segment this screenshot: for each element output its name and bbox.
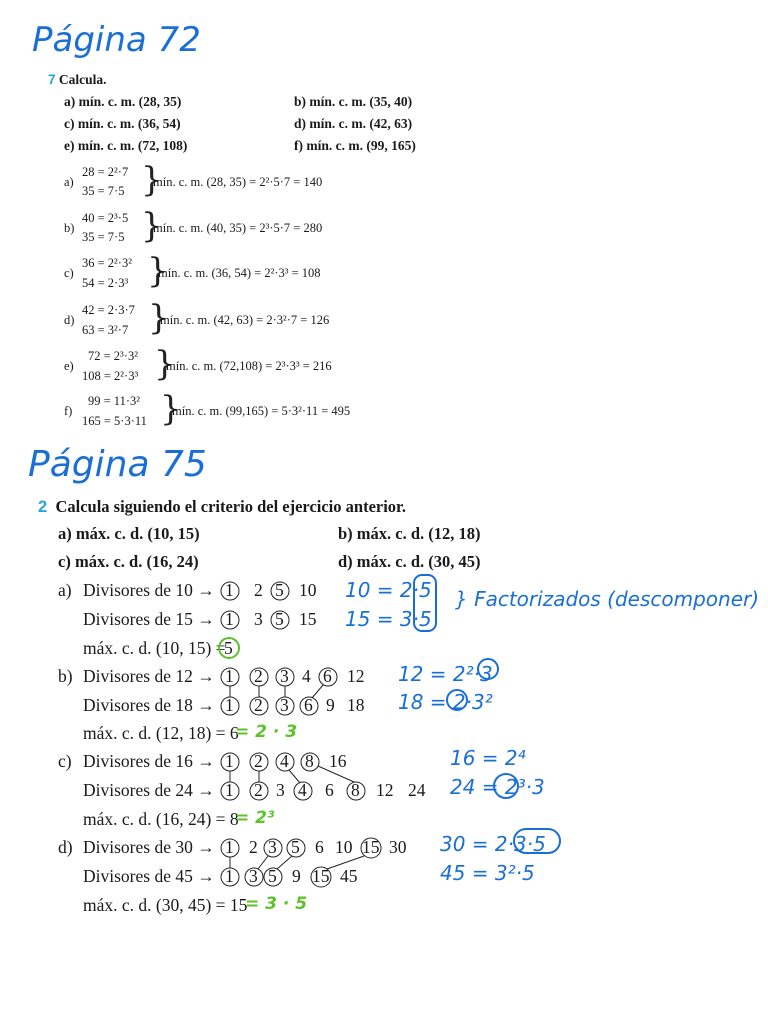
solution-label: f) [64,404,73,418]
exercise-title: Calcula. [58,72,107,87]
brace: } [141,206,163,246]
divisors-18-label: Divisores de 18 → [83,695,215,715]
solution-result: mín. c. m. (42, 63) = 2·3²·7 = 126 [160,313,330,327]
div-30-15: 15 [362,837,380,857]
divisors-15-label: Divisores de 15 → [83,609,215,629]
circle-12-1 [221,668,239,686]
ex7-item-e: e) mín. c. m. (72, 108) [64,138,188,153]
gcd-12-18-result: máx. c. d. (12, 18) = 6 [83,723,239,743]
div-16-1: 1 [225,751,234,771]
gcd-30-45-factorized: = 3 · 5 [245,894,308,914]
page-heading-72: Página 72 [32,20,201,60]
ex7-item-a: a) mín. c. m. (28, 35) [64,94,182,109]
ex7-item-f: f) mín. c. m. (99, 165) [294,138,416,153]
divisors-12-label: Divisores de 12 → [83,666,215,686]
div-30-10: 10 [335,837,353,857]
div-45-9: 9 [292,866,301,886]
solution-label: d) [64,313,75,327]
circle-18-2 [250,697,268,715]
circle-45-15 [311,867,331,887]
brace: } [154,344,176,384]
div-24-8: 8 [351,780,360,800]
exercise-title: Calcula siguiendo el criterio del ejercicio anterior. [55,497,406,516]
exercise-number: 2 [38,498,48,516]
solution-line1: 42 = 2·3·7 [82,303,135,317]
circle-10-5 [271,582,289,600]
div-12-1: 1 [225,666,234,686]
hand-factor-24: 24 = 2³·3 [450,775,545,799]
solution-result: mín. c. m. (40, 35) = 2³·5·7 = 280 [153,221,323,235]
solution-line2: 108 = 2²·3³ [82,369,139,383]
div-16-16: 16 [329,751,347,771]
div-18-3: 3 [280,695,289,715]
div-15-3: 3 [254,609,263,629]
hand-factor-10: 10 = 2·5 [345,578,432,602]
div-12-3: 3 [280,666,289,686]
blue-circle-3-12 [478,659,498,679]
div-30-5: 5 [291,837,300,857]
circle-12-3 [276,668,294,686]
circle-18-6 [300,697,318,715]
div-10-2: 2 [254,580,263,600]
gcd-16-24-result: máx. c. d. (16, 24) = 8 [83,809,239,829]
div-15-15: 15 [299,609,317,629]
div-10-10: 10 [299,580,317,600]
circle-16-4 [276,753,294,771]
solution-line1: 40 = 2³·5 [82,211,129,225]
div-45-15: 15 [312,866,330,886]
circle-24-8 [347,782,365,800]
blue-box-5 [414,575,436,631]
div-12-4: 4 [302,666,311,686]
div-24-1: 1 [225,780,234,800]
div-30-6: 6 [315,837,324,857]
brace: } [147,251,169,291]
brace: } [160,389,182,429]
divisors-16-label: Divisores de 16 → [83,751,215,771]
blue-circle-2-18 [447,690,467,710]
circle-30-15 [361,838,381,858]
blue-circle-2cubed-24 [494,774,518,798]
div-24-12: 12 [376,780,394,800]
divisors-30-label: Divisores de 30 → [83,837,215,857]
solution-line2: 35 = 7·5 [82,230,125,244]
circle-30-3 [264,839,282,857]
div-18-2: 2 [254,695,263,715]
circle-24-1 [221,782,239,800]
div-45-5: 5 [268,866,277,886]
solution-result: mín. c. m. (99,165) = 5·3²·11 = 495 [172,404,351,418]
hand-factor-30: 30 = 2·3·5 [440,832,546,856]
div-16-2: 2 [254,751,263,771]
circle-16-1 [221,753,239,771]
divisors-10-label: Divisores de 10 → [83,580,215,600]
circle-45-3 [245,868,263,886]
div-30-2: 2 [249,837,258,857]
div-18-18: 18 [347,695,365,715]
gcd-30-45-result: máx. c. d. (30, 45) = 15 [83,895,248,915]
solution-line2: 63 = 3²·7 [82,323,129,337]
gcd-16-24-factorized: = 2³ [235,808,275,828]
circle-18-3 [276,697,294,715]
divisors-24-label: Divisores de 24 → [83,780,215,800]
ex2-item-a: a) máx. c. d. (10, 15) [58,524,200,543]
div-24-2: 2 [254,780,263,800]
circle-16-2 [250,753,268,771]
div-12-6: 6 [323,666,332,686]
hand-factor-45: 45 = 3²·5 [440,861,535,885]
div-18-9: 9 [326,695,335,715]
div-30-30: 30 [389,837,407,857]
circle-30-1 [221,839,239,857]
circle-15-1 [221,611,239,629]
ex7-item-b: b) mín. c. m. (35, 40) [294,94,413,109]
div-12-2: 2 [254,666,263,686]
circle-18-1 [221,697,239,715]
ex2-b-label: b) [58,666,73,686]
ex7-item-c: c) mín. c. m. (36, 54) [64,116,181,131]
div-10-1: 1 [225,580,234,600]
div-24-3: 3 [276,780,285,800]
hand-factor-12: 12 = 2²·3 [398,662,493,686]
solution-label: b) [64,221,75,235]
solution-line1: 99 = 11·3² [88,394,140,408]
gcd-10-15-result: máx. c. d. (10, 15) = [83,638,226,658]
circle-45-5 [264,868,282,886]
circle-12-6 [319,668,337,686]
solution-label: c) [64,266,74,280]
circle-10-1 [221,582,239,600]
exercise-number: 7 [48,72,56,87]
div-16-8: 8 [305,751,314,771]
solution-line2: 165 = 5·3·11 [82,414,147,428]
green-circle-gcd-5 [219,638,239,658]
div-16-4: 4 [280,751,289,771]
solution-line2: 35 = 7·5 [82,184,125,198]
hand-factor-18: 18 = 2·3² [398,690,493,714]
div-24-6: 6 [325,780,334,800]
circle-30-5 [287,839,305,857]
ex2-a-label: a) [58,580,72,600]
solution-label: a) [64,175,74,189]
div-30-1: 1 [225,837,234,857]
brace: } [148,298,170,338]
ex2-c-label: c) [58,751,72,771]
div-12-12: 12 [347,666,365,686]
circle-45-1 [221,868,239,886]
circle-24-2 [250,782,268,800]
div-45-3: 3 [249,866,258,886]
solution-result: mín. c. m. (28, 35) = 2²·5·7 = 140 [153,175,323,189]
circle-12-2 [250,668,268,686]
div-15-5: 5 [275,609,284,629]
brace: } [141,160,163,200]
gcd-12-18-factorized: = 2 · 3 [235,722,298,742]
div-45-45: 45 [340,866,358,886]
solution-line1: 28 = 2²·7 [82,165,129,179]
gcd-10-15-answer: 5 [224,638,233,658]
ex7-item-d: d) mín. c. m. (42, 63) [294,116,413,131]
ex2-d-label: d) [58,837,73,857]
ex2-item-d: d) máx. c. d. (30, 45) [338,552,481,571]
solution-line2: 54 = 2·3³ [82,276,129,290]
div-30-3: 3 [268,837,277,857]
circle-16-8 [301,753,319,771]
circle-15-5 [271,611,289,629]
hand-factor-16: 16 = 2⁴ [450,746,526,770]
div-24-4: 4 [298,780,307,800]
ex2-item-b: b) máx. c. d. (12, 18) [338,524,481,543]
solution-result: mín. c. m. (36, 54) = 2²·3³ = 108 [158,266,321,280]
div-24-24: 24 [408,780,426,800]
solution-line1: 36 = 2²·3² [82,256,132,270]
div-15-1: 1 [225,609,234,629]
hand-note-factorized: } Factorizados (descomponer) [455,587,760,611]
div-45-1: 1 [225,866,234,886]
div-10-5: 5 [275,580,284,600]
div-18-6: 6 [304,695,313,715]
ex2-item-c: c) máx. c. d. (16, 24) [58,552,199,571]
div-18-1: 1 [225,695,234,715]
circle-24-4 [294,782,312,800]
page-heading-75: Página 75 [28,444,207,485]
hand-factor-15: 15 = 3·5 [345,607,432,631]
divisors-45-label: Divisores de 45 → [83,866,215,886]
blue-box-3-5-30 [514,829,560,853]
solution-result: mín. c. m. (72,108) = 2³·3³ = 216 [166,359,332,373]
solution-line1: 72 = 2³·3² [88,349,138,363]
solution-label: e) [64,359,74,373]
